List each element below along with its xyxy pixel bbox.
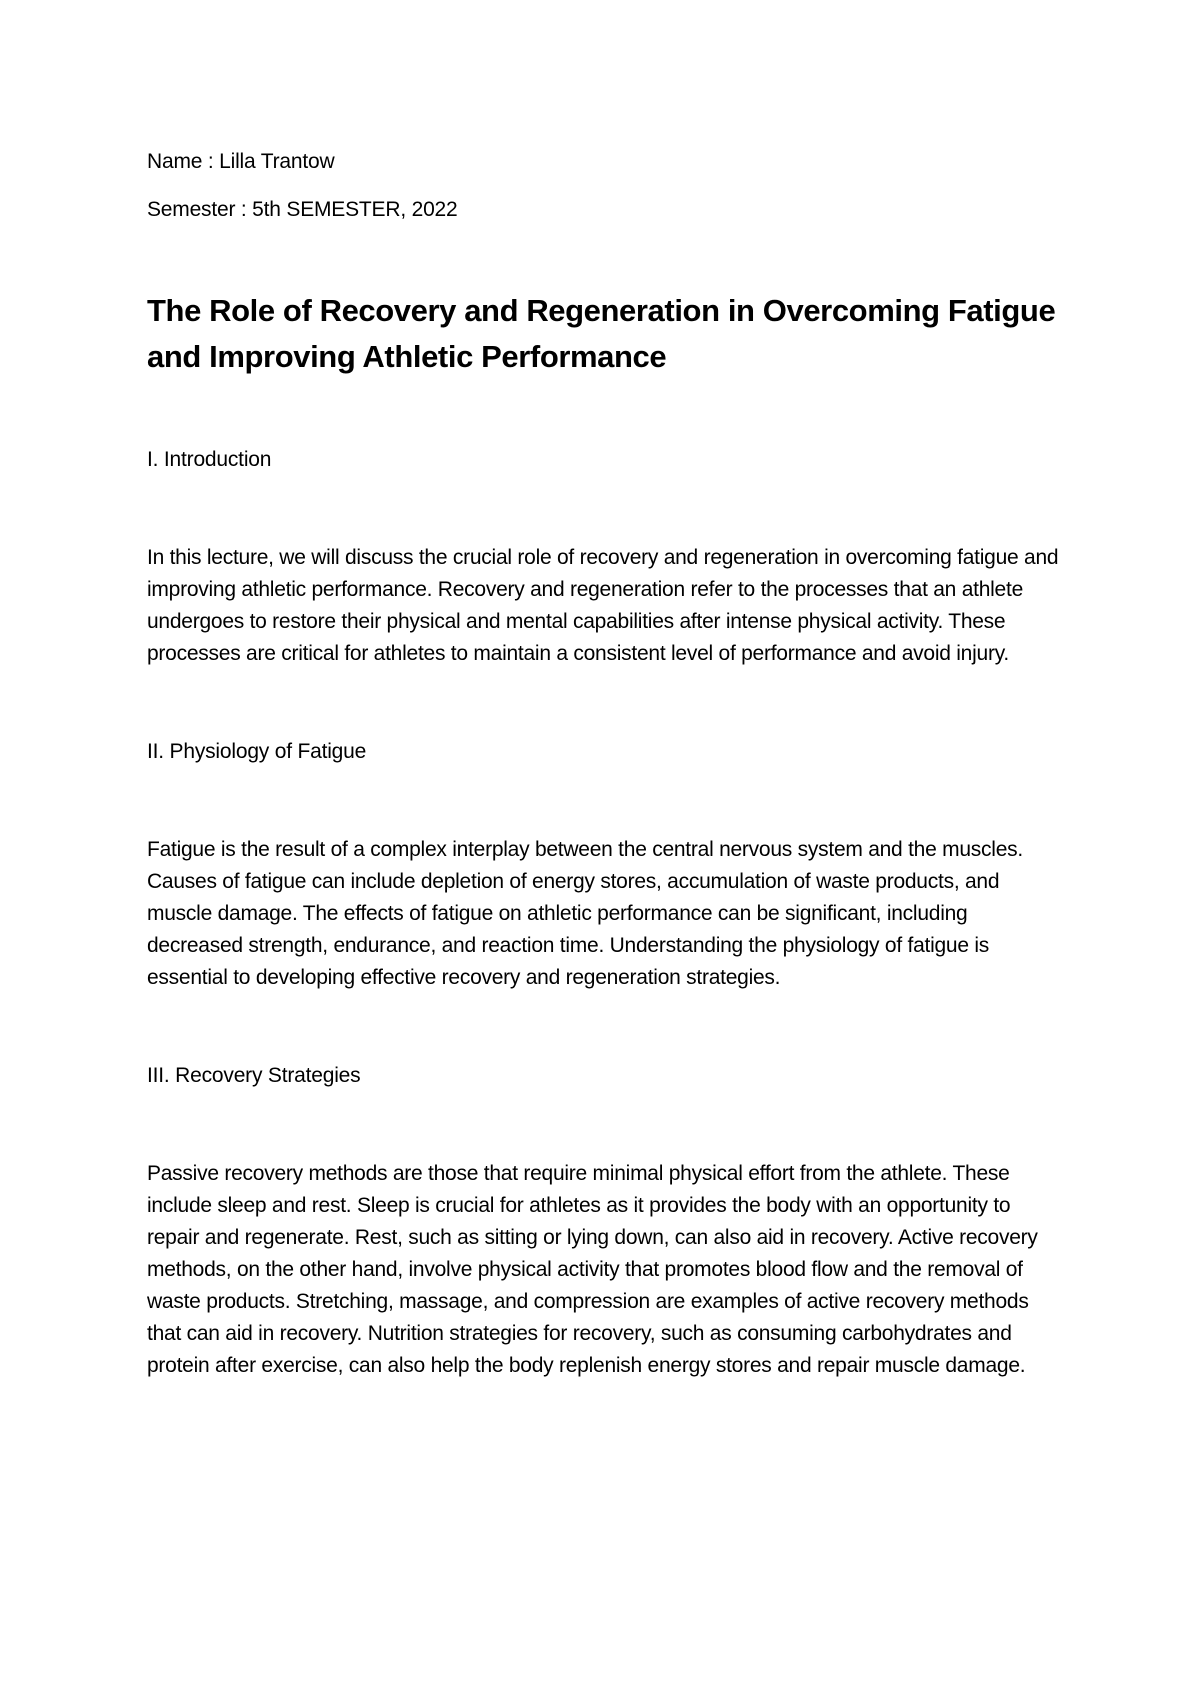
section-heading-physiology-of-fatigue: II. Physiology of Fatigue — [147, 740, 367, 763]
section-paragraph-physiology-of-fatigue: Fatigue is the result of a complex interplay between the central nervous system and the muscles. Causes of fatigue can include depletion of energy stores, accumulation of waste products, and muscle damage. The effects of fatigue on athletic performance can be significant, including decreased strength, endurance, and reaction time. Understanding the physiology of fatigue is essential to developing effective recovery and regeneration strategies. — [147, 838, 1023, 989]
section-paragraph-introduction: In this lecture, we will discuss the crucial role of recovery and regeneration in overcoming fatigue and improving athletic performance. Recovery and regeneration refer to the processes that an athlete undergoes to restore their physical and mental capabilities after intense physical activity. These processes are critical for athletes to maintain a consistent level of performance and avoid injury. — [147, 546, 1059, 665]
student-name: Name : Lilla Trantow — [147, 150, 335, 173]
semester-info: Semester : 5th SEMESTER, 2022 — [147, 198, 458, 221]
document-body — [147, 148, 1067, 1382]
document-title: The Role of Recovery and Regeneration in Overcoming Fatigue and Improving Athletic Performance — [147, 293, 1056, 374]
section-paragraph-recovery-strategies: Passive recovery methods are those that require minimal physical effort from the athlete. These include sleep and rest. Sleep is crucial for athletes as it provides the body with an opportunity to repair and regenerate. Rest, such as sitting or lying down, can also aid in recovery. Active recovery methods, on the other hand, involve physical activity that promotes blood flow and the removal of waste products. Stretching, massage, and compression are examples of active recovery methods that can aid in recovery. Nutrition strategies for recovery, such as consuming carbohydrates and protein after exercise, can also help the body replenish energy stores and repair muscle damage. — [147, 1162, 1038, 1377]
section-heading-recovery-strategies: III. Recovery Strategies — [147, 1064, 361, 1087]
section-heading-introduction: I. Introduction — [147, 448, 272, 471]
